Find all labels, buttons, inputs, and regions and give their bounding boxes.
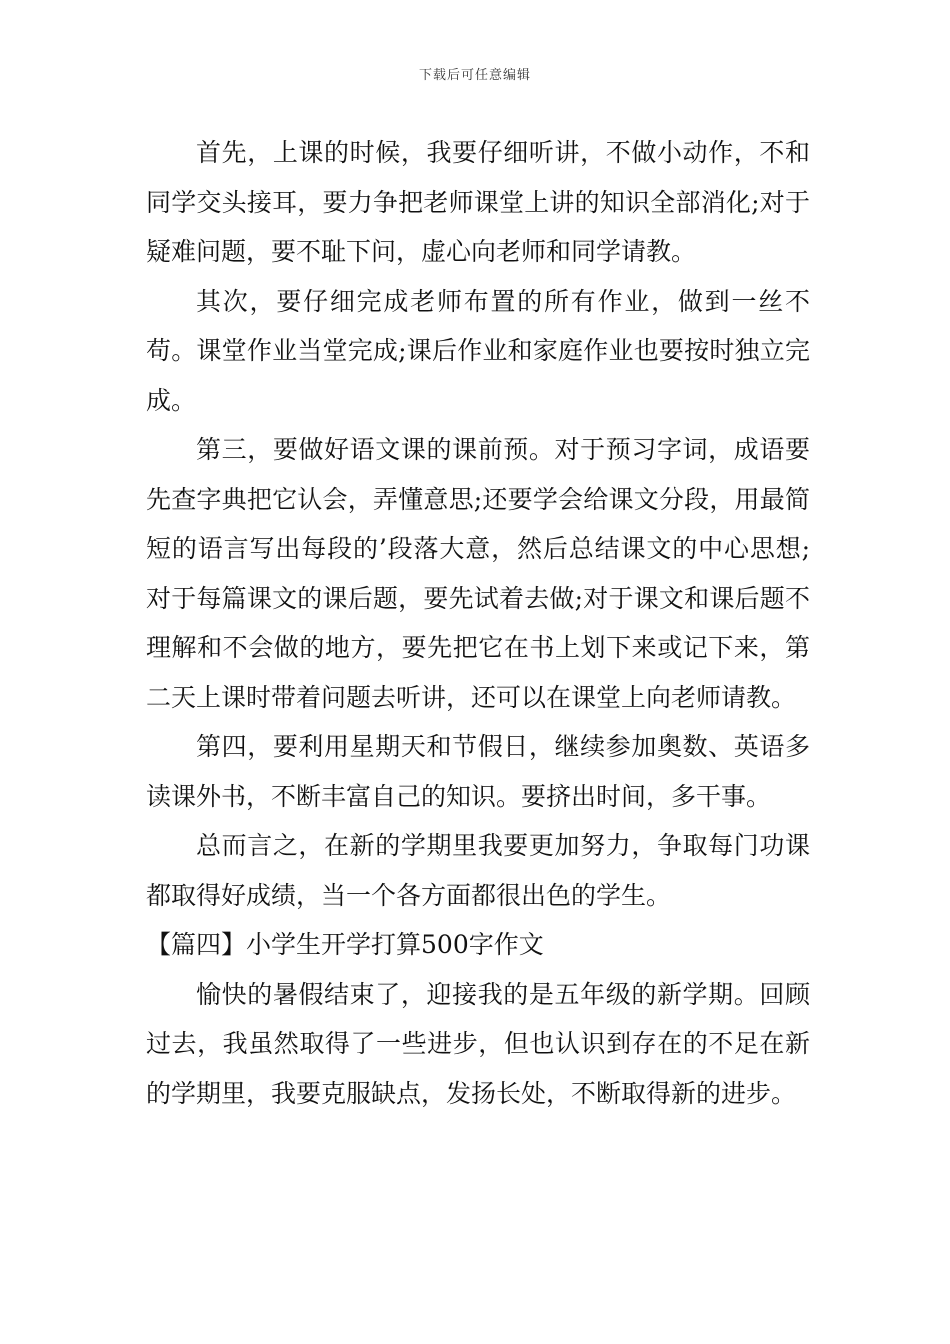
section-heading: 【篇四】小学生开学打算500字作文 — [146, 930, 544, 959]
paragraph-first: 首先，上课的时候，我要仔细听讲，不做小动作，不和同学交头接耳，要力争把老师课堂上讲的知识全部消化;对于疑难问题，要不耻下问，虚心向老师和同学请教。 — [146, 138, 810, 266]
document-body — [146, 128, 810, 1118]
paragraph-fourth: 第四，要利用星期天和节假日，继续参加奥数、英语多读课外书，不断丰富自己的知识。要挤出时间，多干事。 — [146, 732, 810, 811]
section-paragraph: 愉快的暑假结束了，迎接我的是五年级的新学期。回顾过去，我虽然取得了一些进步，但也认识到存在的不足在新的学期里，我要克服缺点，发扬长处，不断取得新的进步。 — [146, 979, 810, 1108]
paragraph-conclusion: 总而言之，在新的学期里我要更加努力，争取每门功课都取得好成绩，当一个各方面都很出色的学生。 — [146, 831, 810, 910]
paragraph-third: 第三，要做好语文课的课前预。对于预习字词，成语要先查字典把它认会，弄懂意思;还要学会给课文分段，用最简短的语言写出每段的’段落大意，然后总结课文的中心思想;对于每篇课文的课后题，要先试着去做;对于课文和课后题不理解和不会做的地方，要先把它在书上划下来或记下来，第二天上课时带着问题去听讲，还可以在课堂上向老师请教。 — [146, 435, 810, 712]
header-note: 下载后可任意编辑 — [418, 68, 531, 83]
paragraph-second: 其次，要仔细完成老师布置的所有作业，做到一丝不苟。课堂作业当堂完成;课后作业和家庭作业也要按时独立完成。 — [146, 286, 810, 415]
